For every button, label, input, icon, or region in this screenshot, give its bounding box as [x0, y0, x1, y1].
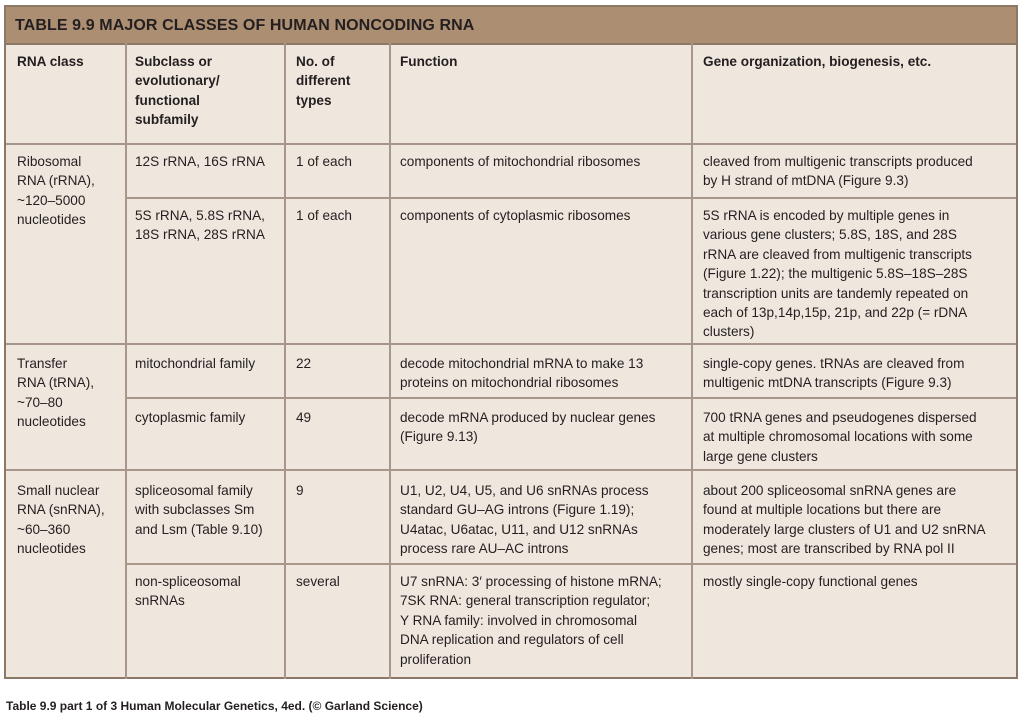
header-function: Function	[400, 54, 458, 69]
subclass-cell: non-spliceosomal snRNAs	[135, 574, 241, 609]
group-divider	[6, 469, 1016, 471]
function-cell: components of mitochondrial ribosomes	[400, 154, 641, 169]
subclass-cell: 5S rRNA, 5.8S rRNA, 18S rRNA, 28S rRNA	[135, 208, 265, 243]
header-divider	[6, 143, 1016, 145]
column-divider	[389, 43, 391, 679]
function-cell: decode mitochondrial mRNA to make 13 proteins on mitochondrial ribosomes	[400, 356, 644, 391]
table-frame	[4, 5, 1018, 679]
types-cell: several	[296, 574, 340, 589]
gene-organization-cell: about 200 spliceosomal snRNA genes are found at multiple locations but there are moderately large clusters of U1 and U2 snRNA genes; most are transcribed by RNA pol II	[703, 483, 986, 557]
subclass-cell: mitochondrial family	[135, 356, 256, 371]
gene-organization-cell: 700 tRNA genes and pseudogenes dispersed at multiple chromosomal locations with some large gene clusters	[703, 410, 977, 464]
rna-class-cell: Transfer RNA (tRNA), ~70–80 nucleotides	[17, 356, 95, 430]
function-cell: components of cytoplasmic ribosomes	[400, 208, 631, 223]
function-cell: U1, U2, U4, U5, and U6 snRNAs process standard GU–AG introns (Figure 1.19); U4atac, U6atac, U11, and U12 snRNAs process rare AU–AC introns	[400, 483, 649, 557]
gene-organization-cell: mostly single-copy functional genes	[703, 574, 918, 589]
types-cell: 49	[296, 410, 312, 425]
rna-class-cell: Ribosomal RNA (rRNA), ~120–5000 nucleotides	[17, 154, 95, 228]
header-types: No. of different types	[296, 54, 351, 108]
gene-organization-cell: cleaved from multigenic transcripts produced by H strand of mtDNA (Figure 9.3)	[703, 154, 973, 189]
types-cell: 9	[296, 483, 304, 498]
gene-organization-cell: 5S rRNA is encoded by multiple genes in various gene clusters; 5.8S, 18S, and 28S rRNA are cleaved from multigenic transcripts (Figure 1.22); the multigenic 5.8S–18S–28S transcription units are tandemly repeated on each of 13p,14p,15p, 21p, and 22p (= rDNA clusters)	[703, 208, 972, 340]
figure-caption: Table 9.9 part 1 of 3 Human Molecular Genetics, 4ed. (© Garland Science)	[6, 699, 423, 713]
table-title: TABLE 9.9 MAJOR CLASSES OF HUMAN NONCODING RNA	[15, 17, 475, 34]
row-divider	[126, 197, 1016, 199]
header-subclass: Subclass or evolutionary/ functional subfamily	[135, 54, 220, 128]
gene-organization-cell: single-copy genes. tRNAs are cleaved from multigenic mtDNA transcripts (Figure 9.3)	[703, 356, 965, 391]
types-cell: 1 of each	[296, 208, 352, 223]
subclass-cell: 12S rRNA, 16S rRNA	[135, 154, 265, 169]
function-cell: U7 snRNA: 3′ processing of histone mRNA; 7SK RNA: general transcription regulator; Y RNA family: involved in chromosomal DNA replication and regulators of cell proliferation	[400, 574, 662, 667]
header-gene-organization: Gene organization, biogenesis, etc.	[703, 54, 932, 69]
types-cell: 1 of each	[296, 154, 352, 169]
types-cell: 22	[296, 356, 312, 371]
group-divider	[6, 343, 1016, 345]
function-cell: decode mRNA produced by nuclear genes (Figure 9.13)	[400, 410, 656, 445]
subclass-cell: spliceosomal family with subclasses Sm and Lsm (Table 9.10)	[135, 483, 263, 537]
column-divider	[125, 43, 127, 679]
row-divider	[126, 397, 1016, 399]
rna-class-cell: Small nuclear RNA (snRNA), ~60–360 nucleotides	[17, 483, 105, 557]
table-title-bar	[6, 7, 1016, 45]
header-rna-class: RNA class	[17, 54, 84, 69]
column-divider	[284, 43, 286, 679]
subclass-cell: cytoplasmic family	[135, 410, 246, 425]
column-divider	[691, 43, 693, 679]
row-divider	[126, 563, 1016, 565]
